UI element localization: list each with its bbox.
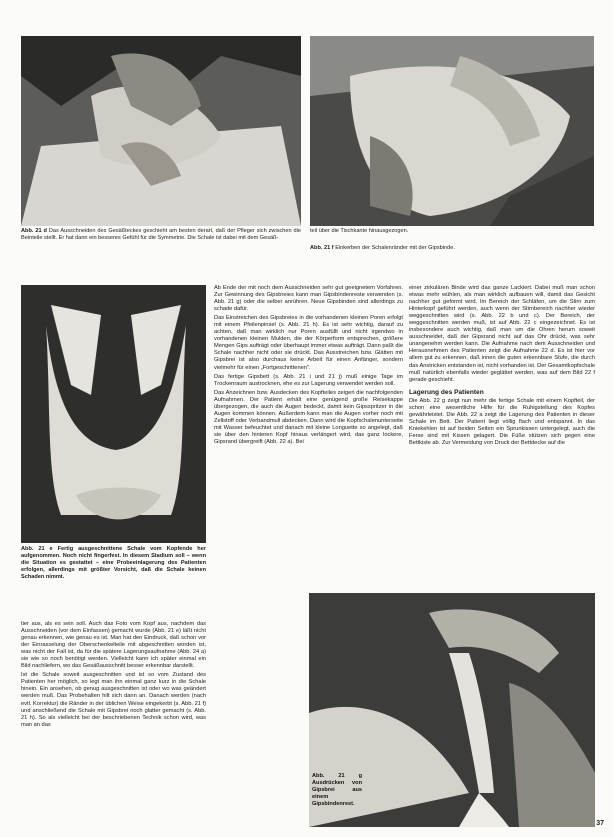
paragraph: Die Abb. 22 g zeigt nun mehr die fertige Schale mit einem Kopfteil, der schon eine wesentliche Hilfe für die Ruhigstellung des Kopfes gewährleistet. Die Abb. 22 a zeigt die Lagerung des Patienten in dieser Schale im Bett. Der Patient liegt völlig flach und entspannt. In das Kniekehlen ist auf beiden Seiten ein Sprunkissen untergelegt, auch die Ferse sind mit Kissen gelagert. Die Füße stützen sich gegen eine Bettkiste ab. Zur Vermeidung von Druck der Bettdecke auf die xyxy=(409,397,595,446)
photo-fertige-schale xyxy=(21,285,206,543)
text-column-bottom-left xyxy=(21,621,206,731)
caption-abb-21e xyxy=(21,546,206,581)
caption-label: Abb. 21 d xyxy=(21,228,47,234)
paragraph: Ist die Schale soweit ausgeschnitten und ist so vom Zustand des Patienten her möglich, so legt man ihn einmal ganz kurz in die Schale hinein. Ein ansehen, ob genug ausgeschnitten ist oder wo was geändert werden muß. Das Probehalten hilt sich dann an. Danach werden (nach evtl. Korrektur) die Ränder in der üblichen Weise eingekerbt (s. Abb. 21 f) und anschließend die Schale mit Gipsbrei noch glatter gemacht (s. Abb. 21 h). So als vielleicht bei der beschriebenen Technik schon wird, was man an das xyxy=(21,672,206,728)
caption-abb-21d xyxy=(21,228,301,242)
caption-label: Abb. 21 e xyxy=(21,546,53,552)
paragraph: Ab Ende der mit noch dem Ausschneiden sehr gut geeignetem Vorfahren. Zur Gewinnung des Gipsbreies kann man Gipsbindenreste verwenden (s. Abb. 21 g) oder die selber anrühren. Neue Gipsbinden sind allerdings zu schade dafür. xyxy=(214,285,403,313)
page-number: 37 xyxy=(596,820,604,827)
paragraph: Das Einstreichen des Gipsbreies in die vorhandenen kleinen Poren erfolgt mit einem Pfeilenpinsel (s. Abb. 21 h). Es ist sehr wichtig, darauf zu achten, daß man wirklich nur Poren ausfüllt und nicht irgendwo in vorhandenen kleinen Mulden, die der Körperform entsprechen, größere Mengen Gips aufträgt oder überhaupt immer etwas aufträgt. Dann paßt die Schale nachher nicht oder sie drückt. Das Ausstreichen bzw. Glätten mit Gipsbrei ist also durchaus keine Arbeit für einen Anfänger, sondern vielmehr für einen „Fortgeschrittenen". xyxy=(214,315,403,371)
caption-text: Fertig ausgeschnittene Schale vom Kopfende her aufgenommen. Noch nicht fingerfest. In diesem Stadium soll – wenn die Situation es gestattet – eine Probeeinlagerung des Patienten erfolgen, allerdings mit größter Vorsicht, daß die Schale keinen Schaden nimmt. xyxy=(21,546,207,581)
caption-text: Ausdrücken von Gipsbrei aus einem Gipsbindenrest. xyxy=(312,780,362,808)
caption-abb-21f xyxy=(310,245,594,252)
caption-text: Das Ausschneiden des Gesäßteckes geschieht am besten derart, daß der Pfleger sich zwischen die Beinteile stellt. Er hat dann ein besseres Gefühl für die Symmetrie. Die Schale ist dabei mit dem Gesäß- xyxy=(21,228,301,242)
text-column-middle xyxy=(214,285,403,448)
paragraph: tier aus, als es sein soll. Auch das Foto vom Kopf aus, nachdem das Ausschneiden (vor dem Einfassen) gemacht wurde (Abb. 21 e) läßt nicht genau erkennen, wie genau es ist. Man hat den Eindruck, daß schon vor der Einrasselung der Oberschenkelteile mit abgeschnitten worden ist, was nicht der Fall ist, da für die spätere Lagerungsaufnahme (Abb. 24 a) sie wie so noch benötigt werden. Vielleicht kann ich später einmal ein Bild nachliefern, wo das Gesäßausschnitt besser erkennbar darstellt. xyxy=(21,621,206,670)
caption-abb-21d-cont xyxy=(310,228,594,235)
paragraph: einer zirkulären Binde wird das ganze Lackiert. Dabei muß man schon etwas mehr wühlen, als man wirklich aufbauen will, damit das Gesicht nachher gut geformt wird. Im Bereich der Schläfen, um die Stirn zum Hinterkopf geführt werden, auch wenn der Stirnbereich nachher wieder weggeschnitten wird (s. Abb. 22 b und c). Der Bereich, der weggeschnitten werden muß, ist auf Abb. 22 c eingezeichnet. Es ist insbesondere auch wichtig, daß man um die Ohren herum soweit ausschneidet, daß der Gipsrand nicht auf das Ohr drückt, was sehr unangenehm werden kann. Die Aufnahme nach dem Ausschneiden und Herausnehmen des Patienten zeigt die Aufnahme 22 d. Es ist hier vor allem gut zu erkennen, daß innen die guten erkennbare Stufe, die durch das Anstricken entstanden ist, nicht vorhanden ist. Der Gesamtkopfschale muß natürlich ebenfalls wieder geglättet werden, was auf dem Bild 22 f gerade geschieht. xyxy=(409,285,595,383)
photo-cutting-gesaessteil xyxy=(21,36,301,226)
paragraph: Das Anzeichnen bzw. Ausdecken des Kopfteiles zeigen die nachfolgenden Aufnahmen. Der Patient erhält eine genügend große Reisekappe übergezogen, die auch die Augen bedeckt, damit kein Gipsspritzer in die Augen kommen können. Außerdem kann man die Augen vorher noch mit Zellstoff oder Verbandmull abdecken. Dann wird die Kopfschalenunterseite mit Wasser befeuchtet und danach mit kleine Longuette so angelegt, daß sie über den hinteren Kopf hinaus verlängert wird, das ganz lockere, Gipsrand übergreift (Abb. 22 a). Bei xyxy=(214,389,403,445)
text-column-right xyxy=(409,285,595,449)
caption-text: teil über die Tischkante hinausgezogen. xyxy=(310,228,409,234)
caption-label: Abb. 21 g xyxy=(312,773,362,779)
caption-text: Einkerben der Schalenränder mit der Gipsbinde. xyxy=(335,245,455,251)
section-heading: Lagerung des Patienten xyxy=(409,388,484,396)
paragraph: Das fertige Gipsbett (s. Abb. 21 i und 21 j) muß einige Tage im Trockenraum austrocknen, ehe es zur Lagerung verwendet werden soll. xyxy=(214,373,403,387)
photo-einkerben-raender xyxy=(310,36,594,226)
caption-label: Abb. 21 f xyxy=(310,245,334,251)
caption-abb-21g xyxy=(312,773,362,808)
